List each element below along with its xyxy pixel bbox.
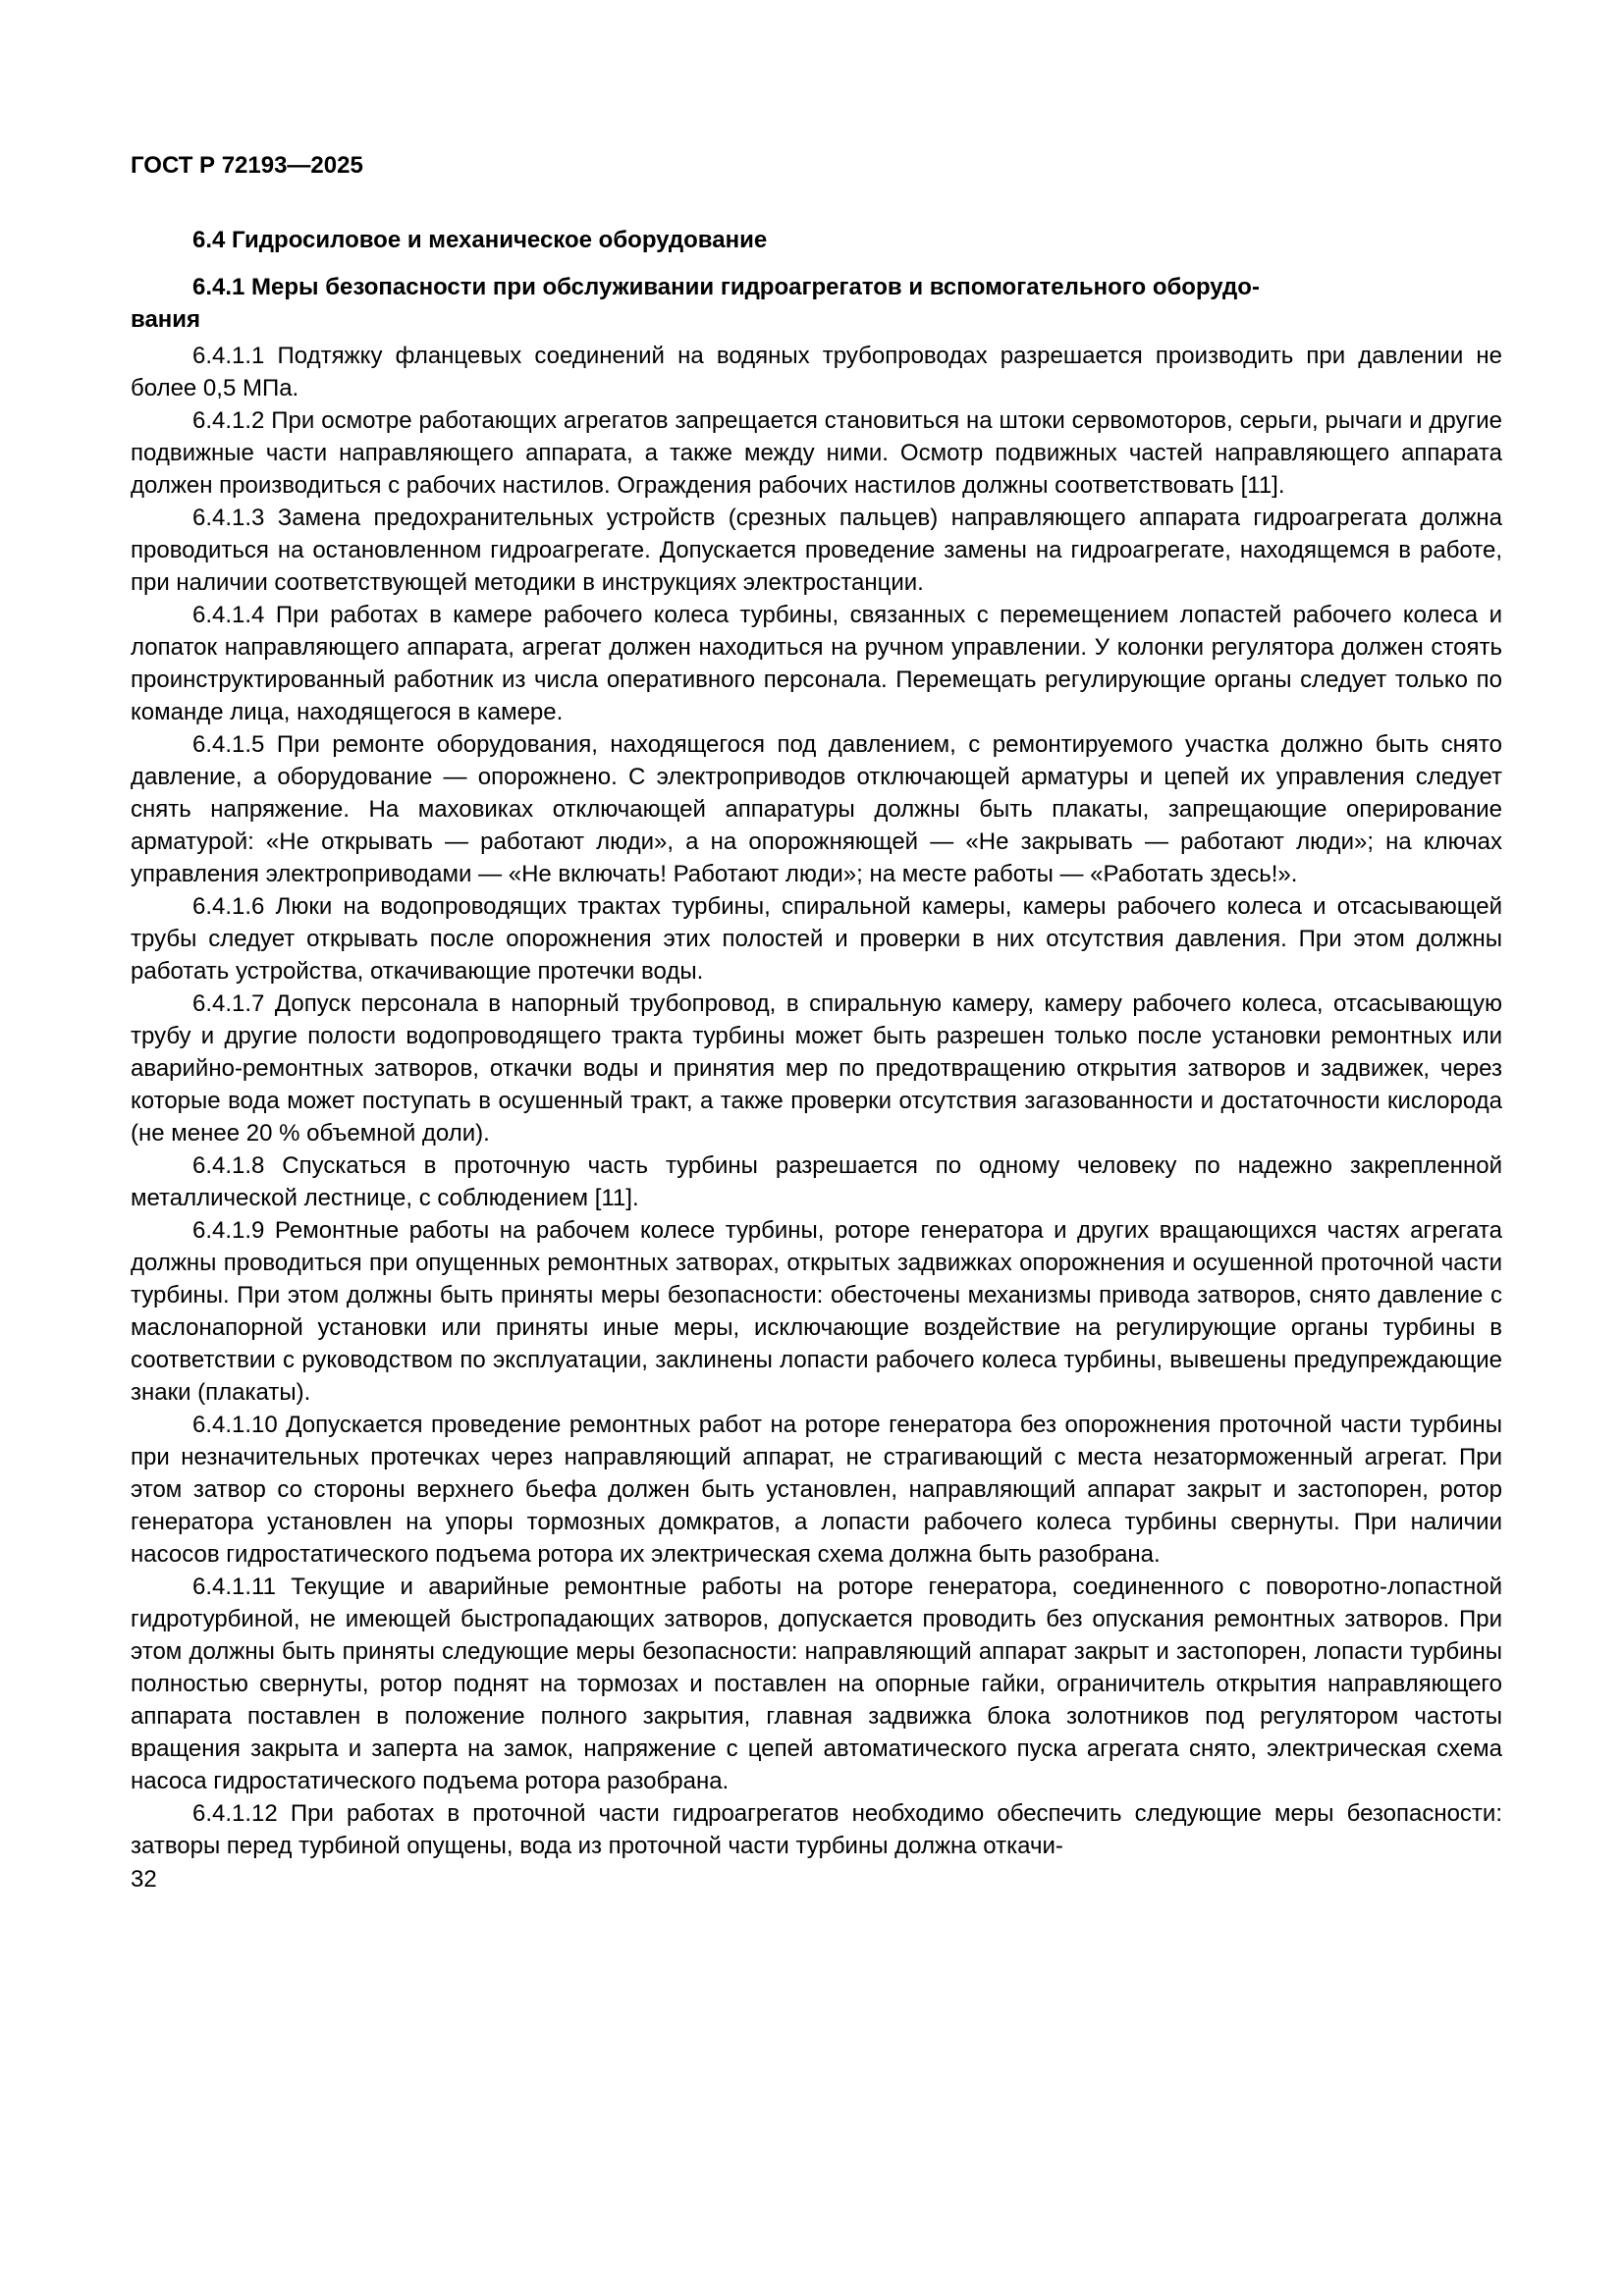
clause-6-4-1-6: 6.4.1.6 Люки на водопроводящих трактах турбины, спиральной камеры, камеры рабочего колеса и отсасывающей трубы следует открывать после опорожнения этих полостей и проверки в них отсутствия давления. При этом должны работать устройства, откачивающие протечки воды. (131, 893, 1502, 985)
clause-6-4-1-7: 6.4.1.7 Допуск персонала в напорный трубопровод, в спиральную камеру, камеру рабочего колеса, отсасывающую трубу и другие полости водопроводящего тракта турбины может быть разрешен только после установки ремонтных или аварийно-ремонтных затворов, откачки воды и принятия мер по предотвращению открытия затворов и задвижек, через которые вода может поступать в осушенный тракт, а также проверки отсутствия загазованности и достаточности кислорода (не менее 20 % объемной доли). (131, 990, 1502, 1147)
subsection-heading-line1: 6.4.1 Меры безопасности при обслуживании гидроагрегатов и вспомогательного оборудо- (192, 274, 1260, 300)
clause-6-4-1-5: 6.4.1.5 При ремонте оборудования, находящегося под давлением, с ремонтируемого участка должно быть снято давление, а оборудование — опорожнено. С электроприводов отключающей арматуры и цепей их управления следует снять напряжение. На маховиках отключающей аппаратуры должны быть плакаты, запрещающие оперирование арматурой: «Не открывать — работают люди», а на опорожняющей — «Не закрывать — работают люди»; на ключах управления электроприводами — «Не включать! Работают люди»; на месте работы — «Работать здесь!». (131, 731, 1502, 887)
document-code: ГОСТ Р 72193—2025 (131, 152, 363, 179)
clause-6-4-1-1: 6.4.1.1 Подтяжку фланцевых соединений на водяных трубопроводах разрешается производить при давлении не более 0,5 МПа. (131, 343, 1502, 401)
clause-6-4-1-4: 6.4.1.4 При работах в камере рабочего колеса турбины, связанных с перемещением лопастей рабочего колеса и лопаток направляющего аппарата, агрегат должен находиться на ручном управлении. У колонки регулятора должен стоять проинструктированный работник из числа оперативного персонала. Перемещать регулирующие органы следует только по команде лица, находящегося в камере. (131, 602, 1502, 725)
clause-6-4-1-12: 6.4.1.12 При работах в проточной части гидроагрегатов необходимо обеспечить следующие меры безопасности: затворы перед турбиной опущены, вода из проточной части турбины должна откачи- (131, 1800, 1502, 1859)
clause-6-4-1-10: 6.4.1.10 Допускается проведение ремонтных работ на роторе генератора без опорожнения проточной части турбины при незначительных протечках через направляющий аппарат, не страгивающий с места незаторможенный агрегат. При этом затвор со стороны верхнего бьефа должен быть установлен, направляющий аппарат закрыт и застопорен, ротор генератора установлен на упоры тормозных домкратов, а лопасти рабочего колеса турбины свернуты. При наличии насосов гидростатического подъема ротора их электрическая схема должна быть разобрана. (131, 1412, 1502, 1568)
clause-6-4-1-9: 6.4.1.9 Ремонтные работы на рабочем колесе турбины, роторе генератора и других вращающихся частях агрегата должны проводиться при опущенных ремонтных затворах, открытых задвижках опорожнения и осушенной проточной части турбины. При этом должны быть приняты меры безопасности: обесточены механизмы привода затворов, снято давление с маслонапорной установки или приняты иные меры, исключающие воздействие на регулирующие органы турбины в соответствии с руководством по эксплуатации, заклинены лопасти рабочего колеса турбины, вывешены предупреждающие знаки (плакаты). (131, 1217, 1502, 1406)
page-number: 32 (131, 1866, 157, 1893)
clause-6-4-1-2: 6.4.1.2 При осмотре работающих агрегатов запрещается становиться на штоки сервомоторов, серьги, рычаги и другие подвижные части направляющего аппарата, а также между ними. Осмотр подвижных частей направляющего аппарата должен производиться с рабочих настилов. Ограждения рабочих настилов должны соответствовать [11]. (131, 407, 1502, 499)
clause-6-4-1-11: 6.4.1.11 Текущие и аварийные ремонтные работы на роторе генератора, соединенного с поворотно-лопастной гидротурбиной, не имеющей быстропадающих затворов, допускается проводить без опускания ремонтных затворов. При этом должны быть приняты следующие меры безопасности: направляющий аппарат закрыт и застопорен, лопасти турбины полностью свернуты, ротор поднят на тормозах и поставлен на опорные гайки, ограничитель открытия направляющего аппарата поставлен в положение полного закрытия, главная задвижка блока золотников под регулятором частоты вращения закрыта и заперта на замок, напряжение с цепей автоматического пуска агрегата снято, электрическая схема насоса гидростатического подъема ротора разобрана. (131, 1574, 1502, 1794)
clause-6-4-1-3: 6.4.1.3 Замена предохранительных устройств (срезных пальцев) направляющего аппарата гидроагрегата должна проводиться на остановленном гидроагрегате. Допускается проведение замены на гидроагрегате, находящемся в работе, при наличии соответствующей методики в инструкциях электростанции. (131, 505, 1502, 596)
subsection-heading (131, 271, 1502, 336)
section-heading: 6.4 Гидросиловое и механическое оборудование (192, 227, 768, 253)
subsection-heading-line2: вания (131, 306, 201, 333)
clause-6-4-1-8: 6.4.1.8 Спускаться в проточную часть турбины разрешается по одному человеку по надежно закрепленной металлической лестнице, с соблюдением [11]. (131, 1152, 1502, 1211)
